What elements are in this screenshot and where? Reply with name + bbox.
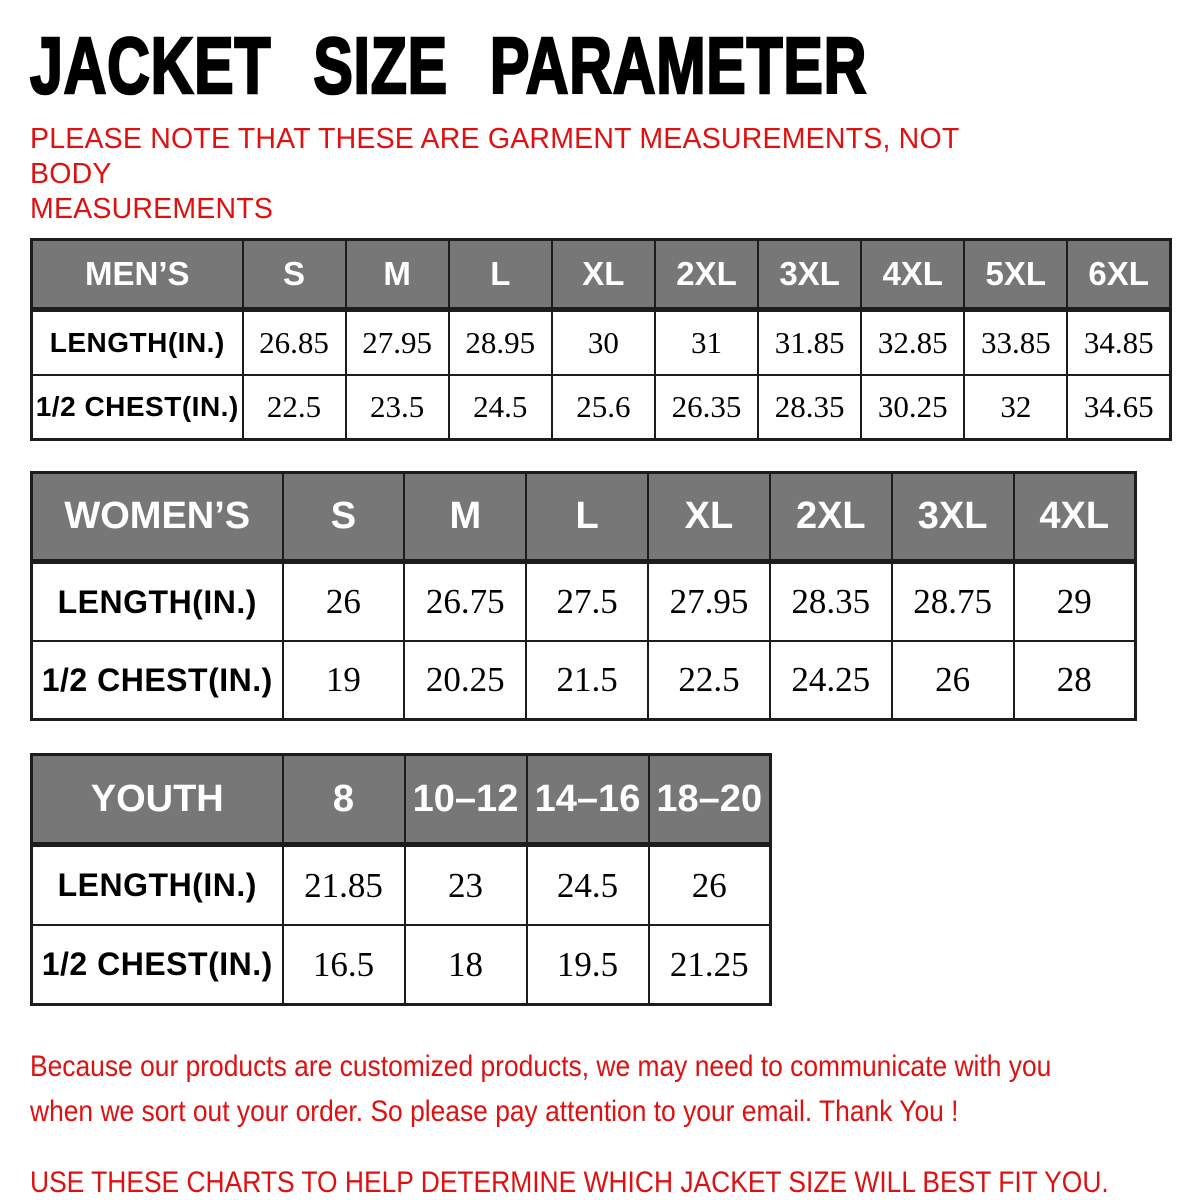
footer-notes bbox=[30, 1044, 1200, 1200]
womens-row-label-1: 1/2 CHEST(IN.) bbox=[32, 641, 283, 720]
womens-value-1-1: 20.25 bbox=[404, 641, 526, 720]
womens-size-table bbox=[30, 471, 1137, 721]
page-title bbox=[30, 21, 1200, 110]
mens-value-1-7: 32 bbox=[964, 375, 1067, 440]
mens-value-1-0: 22.5 bbox=[243, 375, 346, 440]
mens-value-1-4: 26.35 bbox=[655, 375, 758, 440]
womens-size-header-0: S bbox=[283, 473, 405, 562]
youth-value-1-1: 18 bbox=[405, 925, 527, 1005]
mens-value-0-0: 26.85 bbox=[243, 310, 346, 375]
youth-size-header-3: 18–20 bbox=[649, 755, 771, 845]
youth-value-1-2: 19.5 bbox=[527, 925, 649, 1005]
womens-value-0-0: 26 bbox=[283, 562, 405, 641]
garment-measurement-note: PLEASE NOTE THAT THESE ARE GARMENT MEASUREMENTS, NOT BODY MEASUREMENTS bbox=[30, 123, 959, 225]
youth-size-header-1: 10–12 bbox=[405, 755, 527, 845]
mens-value-0-4: 31 bbox=[655, 310, 758, 375]
womens-value-1-3: 22.5 bbox=[648, 641, 770, 720]
womens-row-label-0: LENGTH(IN.) bbox=[32, 562, 283, 641]
womens-value-1-6: 28 bbox=[1014, 641, 1136, 720]
chart-usage-note-text: USE THESE CHARTS TO HELP DETERMINE WHICH JACKET SIZE WILL BEST FIT YOU. bbox=[30, 1166, 1109, 1200]
womens-size-header-1: M bbox=[404, 473, 526, 562]
mens-value-0-7: 33.85 bbox=[964, 310, 1067, 375]
mens-header-row bbox=[32, 240, 1171, 310]
mens-value-0-2: 28.95 bbox=[449, 310, 552, 375]
womens-value-1-4: 24.25 bbox=[770, 641, 892, 720]
mens-value-0-5: 31.85 bbox=[758, 310, 861, 375]
page-title-text: JACKET SIZE PARAMETER bbox=[30, 21, 868, 110]
youth-value-0-0: 21.85 bbox=[283, 845, 405, 925]
youth-size-table bbox=[30, 753, 772, 1006]
womens-value-0-1: 26.75 bbox=[404, 562, 526, 641]
womens-data-row-1 bbox=[32, 641, 1136, 720]
mens-value-1-6: 30.25 bbox=[861, 375, 964, 440]
womens-size-header-3: XL bbox=[648, 473, 770, 562]
mens-row-label-1: 1/2 CHEST(IN.) bbox=[32, 375, 243, 440]
womens-value-0-2: 27.5 bbox=[526, 562, 648, 641]
mens-size-table bbox=[30, 238, 1172, 441]
youth-data-row-0 bbox=[32, 845, 771, 925]
mens-size-header-4: 2XL bbox=[655, 240, 758, 310]
mens-value-0-1: 27.95 bbox=[346, 310, 449, 375]
mens-data-row-0 bbox=[32, 310, 1171, 375]
mens-data-row-1 bbox=[32, 375, 1171, 440]
womens-value-0-5: 28.75 bbox=[892, 562, 1014, 641]
womens-value-0-6: 29 bbox=[1014, 562, 1136, 641]
mens-size-header-6: 4XL bbox=[861, 240, 964, 310]
mens-value-0-6: 32.85 bbox=[861, 310, 964, 375]
mens-row-label-0: LENGTH(IN.) bbox=[32, 310, 243, 375]
womens-size-header-5: 3XL bbox=[892, 473, 1014, 562]
womens-size-header-4: 2XL bbox=[770, 473, 892, 562]
youth-value-1-0: 16.5 bbox=[283, 925, 405, 1005]
youth-size-header-2: 14–16 bbox=[527, 755, 649, 845]
mens-value-1-8: 34.65 bbox=[1067, 375, 1170, 440]
mens-value-1-2: 24.5 bbox=[449, 375, 552, 440]
mens-size-header-7: 5XL bbox=[964, 240, 1067, 310]
youth-data-row-1 bbox=[32, 925, 771, 1005]
customization-notice-text: Because our products are customized products, we may need to communicate with you when we sort out your order. So please pay attention to your email. Thank You ! bbox=[30, 1050, 1052, 1129]
youth-size-header-0: 8 bbox=[283, 755, 405, 845]
womens-size-header-6: 4XL bbox=[1014, 473, 1136, 562]
womens-size-header-2: L bbox=[526, 473, 648, 562]
mens-group-header: MEN’S bbox=[32, 240, 243, 310]
chart-usage-note bbox=[30, 1160, 1200, 1200]
youth-row-label-0: LENGTH(IN.) bbox=[32, 845, 283, 925]
youth-row-label-1: 1/2 CHEST(IN.) bbox=[32, 925, 283, 1005]
mens-value-1-3: 25.6 bbox=[552, 375, 655, 440]
womens-value-0-4: 28.35 bbox=[770, 562, 892, 641]
mens-value-1-5: 28.35 bbox=[758, 375, 861, 440]
youth-value-0-3: 26 bbox=[649, 845, 771, 925]
womens-data-row-0 bbox=[32, 562, 1136, 641]
mens-value-1-1: 23.5 bbox=[346, 375, 449, 440]
youth-header-row bbox=[32, 755, 771, 845]
youth-value-0-1: 23 bbox=[405, 845, 527, 925]
mens-size-header-5: 3XL bbox=[758, 240, 861, 310]
mens-size-header-0: S bbox=[243, 240, 346, 310]
mens-value-0-8: 34.85 bbox=[1067, 310, 1170, 375]
youth-group-header: YOUTH bbox=[32, 755, 283, 845]
mens-size-header-2: L bbox=[449, 240, 552, 310]
womens-value-1-0: 19 bbox=[283, 641, 405, 720]
youth-value-1-3: 21.25 bbox=[649, 925, 771, 1005]
mens-size-header-8: 6XL bbox=[1067, 240, 1170, 310]
mens-value-0-3: 30 bbox=[552, 310, 655, 375]
womens-value-0-3: 27.95 bbox=[648, 562, 770, 641]
youth-value-0-2: 24.5 bbox=[527, 845, 649, 925]
mens-size-header-3: XL bbox=[552, 240, 655, 310]
customization-notice bbox=[30, 1044, 1200, 1134]
womens-group-header: WOMEN’S bbox=[32, 473, 283, 562]
womens-value-1-2: 21.5 bbox=[526, 641, 648, 720]
womens-header-row bbox=[32, 473, 1136, 562]
womens-value-1-5: 26 bbox=[892, 641, 1014, 720]
mens-size-header-1: M bbox=[346, 240, 449, 310]
